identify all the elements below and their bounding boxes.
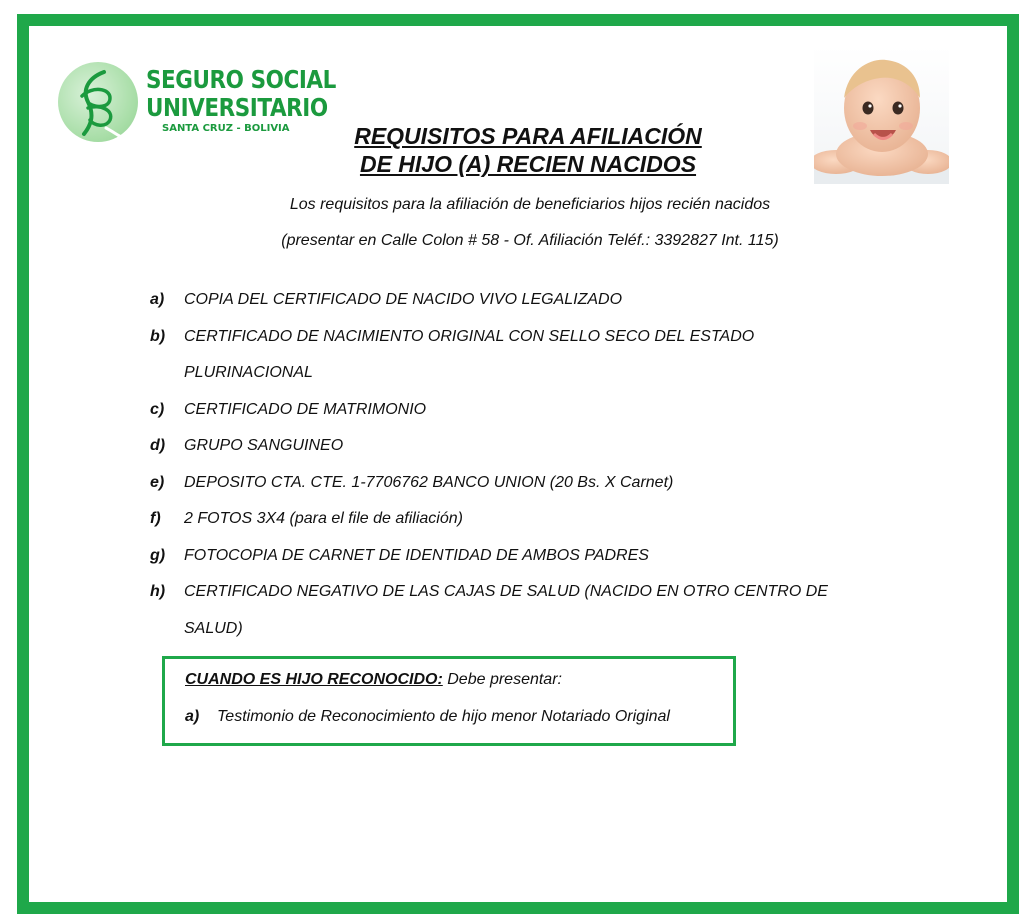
- requirement-text: 2 FOTOS 3X4 (para el file de afiliación): [184, 510, 463, 527]
- requirement-letter: d): [150, 437, 166, 454]
- requirement-item: [150, 392, 870, 429]
- ssu-emblem-icon: [58, 62, 138, 142]
- requirement-letter: g): [150, 546, 166, 564]
- recognized-box-item: [185, 706, 670, 728]
- requirement-letter: e): [150, 473, 165, 491]
- requirement-text: CERTIFICADO DE MATRIMONIO: [184, 400, 427, 418]
- requirement-text: GRUPO SANGUINEO: [184, 437, 344, 454]
- requirement-letter: c): [150, 400, 165, 418]
- subtitle-line-2: (presentar en Calle Colon # 58 - Of. Afiliación Teléf.: 3392827 Int. 115): [281, 232, 779, 249]
- requirement-text: DEPOSITO CTA. CTE. 1-7706762 BANCO UNION (20 Bs. X Carnet): [184, 473, 674, 491]
- requirement-text: COPIA DEL CERTIFICADO DE NACIDO VIVO LEGALIZADO: [184, 291, 623, 308]
- requirement-text: CERTIFICADO NEGATIVO DE LAS CAJAS DE SALUD (NACIDO EN OTRO CENTRO DE SALUD): [184, 583, 828, 637]
- requirement-item: [150, 465, 870, 502]
- subtitle-line-1: Los requisitos para la afiliación de beneficiarios hijos recién nacidos: [289, 196, 771, 213]
- logo-line-2: UNIVERSITARIO: [146, 93, 328, 122]
- baby-photo: [814, 46, 949, 184]
- page-title-line-1: REQUISITOS PARA AFILIACIÓN: [354, 123, 702, 149]
- requirement-letter: a): [150, 291, 165, 308]
- page-title-line-2: DE HIJO (A) RECIEN NACIDOS: [359, 151, 697, 177]
- requirement-text: CERTIFICADO DE NACIMIENTO ORIGINAL CON SELLO SECO DEL ESTADO PLURINACIONAL: [184, 327, 755, 381]
- requirement-item: [150, 574, 870, 647]
- recognized-item-text: Testimonio de Reconocimiento de hijo menor Notariado Original: [217, 708, 670, 725]
- requirement-item: [150, 428, 870, 465]
- requirement-item: [150, 538, 870, 575]
- requirements-list: [150, 282, 870, 647]
- requirement-letter: f): [150, 510, 161, 527]
- requirement-item: [150, 282, 870, 319]
- recognized-box-heading: [185, 669, 562, 691]
- requirement-item: [150, 501, 870, 538]
- recognized-heading-bold: CUANDO ES HIJO RECONOCIDO:: [185, 671, 443, 688]
- requirement-item: [150, 319, 870, 392]
- recognized-child-box: [162, 656, 736, 746]
- recognized-heading-rest: Debe presentar:: [442, 671, 562, 688]
- recognized-item-letter: a): [185, 708, 200, 725]
- requirement-letter: h): [150, 583, 166, 600]
- requirement-letter: b): [150, 327, 166, 345]
- requirement-text: FOTOCOPIA DE CARNET DE IDENTIDAD DE AMBOS PADRES: [184, 546, 649, 564]
- logo-line-3: SANTA CRUZ - BOLIVIA: [162, 123, 290, 134]
- logo-line-1: SEGURO SOCIAL: [146, 65, 336, 94]
